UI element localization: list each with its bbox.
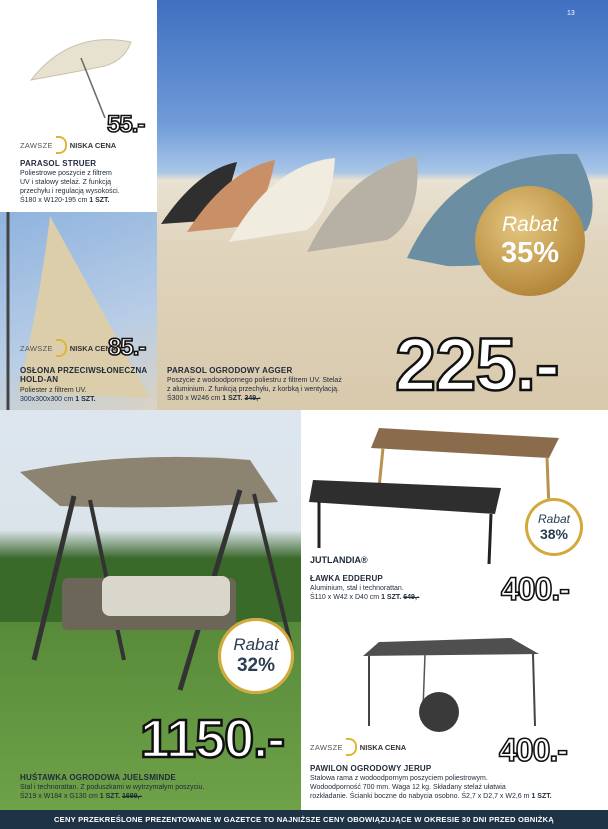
agger-photo xyxy=(157,0,608,410)
juelsminde-discount-badge: Rabat 32% xyxy=(218,618,294,694)
product-edderup xyxy=(301,410,608,610)
jerup-price: 400.- xyxy=(499,732,567,768)
footer-disclaimer: CENY PRZEKREŚLONE PREZENTOWANE W GAZETCE TO NAJNIŻSZE CENY OBOWIĄZUJĄCE W OKRESIE 30 DNI PRZED OBNIŻKĄ xyxy=(0,810,608,829)
struer-description: Poliestrowe poszycie z filtrem UV i stalowy stelaż. Z funkcją przechyłu i regulacją wysokości. Ś180 x W120-195 cm 1 SZT. xyxy=(20,170,120,204)
pavilion-jerup-image xyxy=(361,614,541,734)
page-number: 13 xyxy=(567,10,575,17)
zawsze-niska-cena-label: ZAWSZE NISKA CENA xyxy=(20,339,116,357)
juelsminde-title: HUŚTAWKA OGRODOWA JUELSMINDE xyxy=(20,773,176,782)
juelsminde-description: Stal i technorattan. Z poduszkami w wytrzymałym poszyciu. Ś219 x W184 x G130 cm 1 SZT. 1699,- xyxy=(20,784,205,800)
juelsminde-photo xyxy=(0,410,301,810)
agger-price: 225.- xyxy=(395,323,559,406)
jutlandia-brand: JUTLANDIA® xyxy=(310,555,368,565)
hold-an-text: OSŁONA PRZECIWSŁONECZNA HOLD-AN Poliester z filtrem UV. 300x300x300 cm 1 SZT. xyxy=(20,366,148,403)
struer-price: 55.- xyxy=(107,111,145,138)
struer-title: PARASOL STRUER xyxy=(20,159,97,168)
zawsze-niska-cena-label: ZAWSZE NISKA CENA xyxy=(310,738,406,756)
agger-title: PARASOL OGRODOWY AGGER xyxy=(167,366,293,375)
edderup-discount-badge: Rabat 38% xyxy=(525,498,583,556)
product-jerup xyxy=(301,610,608,810)
hold-an-price: 85.- xyxy=(108,334,146,361)
jerup-description: Stalowa rama z wodoodpornym poszyciem poliestrowym. Wodoodporność 700 mm. Waga 12 kg. Składany stelaż ułatwia rozkładanie. Ścianki boczne do nabycia osobno. Ś2,7 x D2,7 x W2,6 m 1 SZT. xyxy=(310,775,552,800)
jerup-title: PAWILON OGRODOWY JERUP xyxy=(310,764,432,773)
edderup-description: Aluminium, stal i technorattan. Ś110 x W42 x D40 cm 1 SZT. 649,- xyxy=(310,585,420,601)
juelsminde-price: 1150.- xyxy=(140,709,285,769)
edderup-price: 400.- xyxy=(501,571,569,607)
zawsze-arc-icon xyxy=(346,738,357,756)
zawsze-arc-icon xyxy=(56,339,67,357)
edderup-title: ŁAWKA EDDERUP xyxy=(310,574,383,583)
agger-discount-badge: Rabat 35% xyxy=(475,186,585,296)
product-struer xyxy=(0,0,157,212)
zawsze-niska-cena-label: ZAWSZE NISKA CENA xyxy=(20,136,116,154)
parasol-struer-image xyxy=(25,20,137,120)
bench-edderup-image xyxy=(309,418,569,568)
agger-description: Poszycie z wodoodpornego poliestru z filtrem UV. Stelaż z aluminium. Z funkcją przechyłu, z korbką i wentylacją. Ś300 x W246 cm 1 SZT. 349,- xyxy=(167,377,342,402)
zawsze-arc-icon xyxy=(56,136,67,154)
